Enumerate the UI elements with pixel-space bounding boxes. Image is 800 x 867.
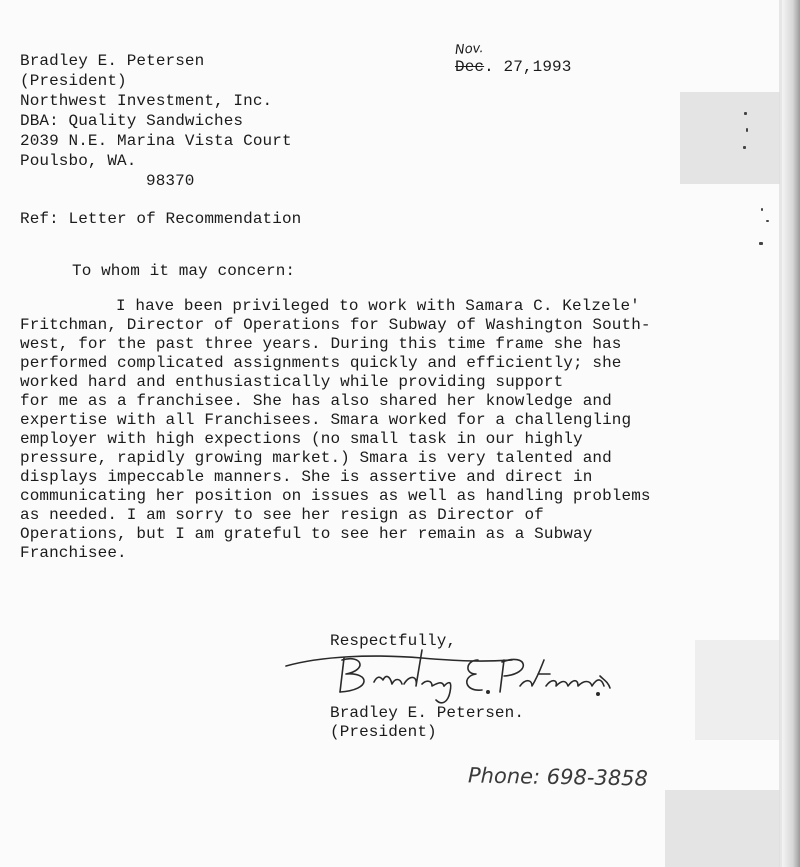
date-crossed-month: Dec <box>455 58 485 76</box>
body-line: west, for the past three years. During this time frame she has <box>20 335 622 353</box>
body-line: pressure, rapidly growing market.) Smara is very talented and <box>20 449 612 467</box>
body-line: worked hard and enthusiastically while providing support <box>20 373 564 391</box>
sender-street: 2039 N.E. Marina Vista Court <box>20 132 292 150</box>
date-line <box>455 58 571 77</box>
body-line: performed complicated assignments quickly and efficiently; she <box>20 354 622 372</box>
scan-edge-shadow <box>782 0 800 867</box>
signer-title: (President) <box>330 723 437 741</box>
body-line: communicating her position on issues as well as handling problems <box>20 487 651 505</box>
date-rest: . 27,1993 <box>484 58 572 76</box>
reference-line: Ref: Letter of Recommendation <box>20 210 302 228</box>
closing: Respectfully, <box>330 632 457 650</box>
body-line: Fritchman, Director of Operations for Subway of Washington South- <box>20 316 651 334</box>
body-line: for me as a franchisee. She has also shared her knowledge and <box>20 392 612 410</box>
body-line: displays impeccable manners. She is assertive and direct in <box>20 468 593 486</box>
sender-zip: 98370 <box>146 172 195 190</box>
body-line: Operations, but I am grateful to see her remain as a Subway <box>20 525 593 543</box>
scan-gray-patch-top <box>680 92 780 184</box>
scan-gray-patch-mid <box>695 640 780 740</box>
scan-gray-patch-bottom <box>665 790 780 867</box>
body-line: I have been privileged to work with Samara C. Kelzele' <box>116 297 640 315</box>
sender-name: Bradley E. Petersen <box>20 52 205 70</box>
body-line: Franchisee. <box>20 544 127 562</box>
body-line: as needed. I am sorry to see her resign as Director of <box>20 506 544 524</box>
sender-city: Poulsbo, WA. <box>20 152 137 170</box>
salutation: To whom it may concern: <box>72 262 296 280</box>
sender-company: Northwest Investment, Inc. <box>20 92 273 110</box>
sender-dba: DBA: Quality Sandwiches <box>20 112 244 130</box>
handwritten-phone: Phone: 698-3858 <box>467 763 649 791</box>
signature-text <box>612 640 613 641</box>
sender-title: (President) <box>20 72 127 90</box>
signer-name: Bradley E. Petersen. <box>330 704 525 722</box>
body-line: employer with high expections (no small task in our highly <box>20 430 583 448</box>
date-handwritten-month: Nov. <box>454 41 484 58</box>
body-line: expertise with all Franchisees. Smara worked for a challengling <box>20 411 632 429</box>
